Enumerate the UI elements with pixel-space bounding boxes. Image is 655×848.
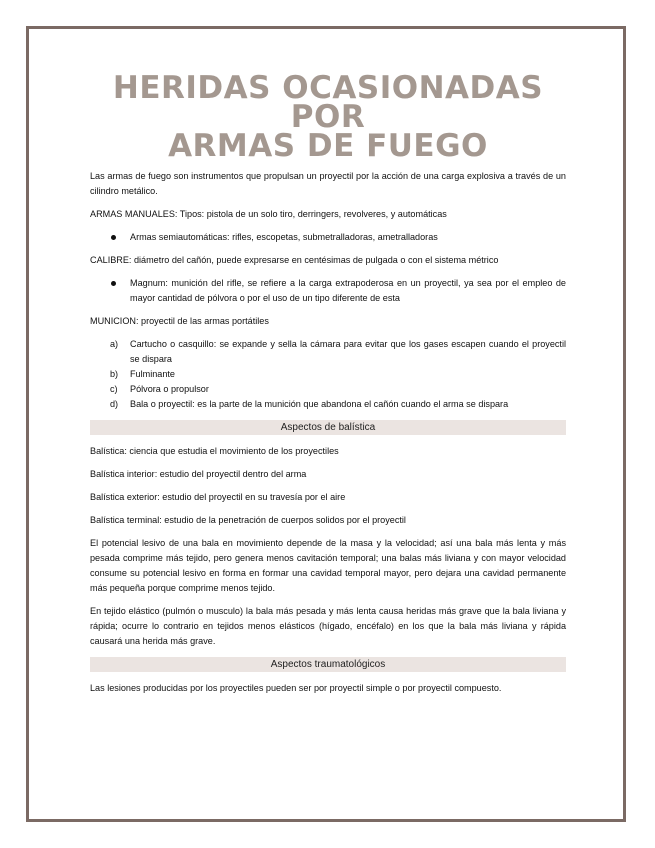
list-item-text: Pólvora o propulsor xyxy=(130,384,209,394)
list-item-text: Cartucho o casquillo: se expande y sella la cámara para evitar que los gases escapen cuando el proyectil se dispara xyxy=(130,339,566,364)
list-marker: b) xyxy=(110,369,119,379)
balistica-exterior-paragraph: Balística exterior: estudio del proyectil en su travesía por el aire xyxy=(90,492,346,502)
list-marker: a) xyxy=(110,339,119,349)
section-header-balistica: Aspectos de balística xyxy=(90,420,566,435)
bullet-icon xyxy=(111,281,116,286)
list-item-text: Fulminante xyxy=(130,369,175,379)
lesiones-paragraph: Las lesiones producidas por los proyectiles pueden ser por proyectil simple o por proyectil compuesto. xyxy=(90,683,502,693)
balistica-paragraph: Balística: ciencia que estudia el movimiento de los proyectiles xyxy=(90,446,339,456)
list-item xyxy=(90,397,566,412)
list-item xyxy=(90,230,566,245)
bullet-text: Magnum: munición del rifle, se refiere a la carga extrapoderosa en un proyectil, ya sea por el empleo de mayor cantidad de pólvora o por el uso de un tipo diferente de esta xyxy=(130,278,566,303)
list-item xyxy=(90,367,566,382)
list-item xyxy=(90,382,566,397)
municion-list xyxy=(90,337,566,412)
bullet-text: Armas semiautomáticas: rifles, escopetas, submetralladoras, ametralladoras xyxy=(130,232,438,242)
calibre-paragraph: CALIBRE: diámetro del cañón, puede expresarse en centésimas de pulgada o con el sistema métrico xyxy=(90,255,499,265)
municion-paragraph: MUNICION: proyectil de las armas portátiles xyxy=(90,316,269,326)
armas-bullet-list xyxy=(90,230,566,245)
bullet-icon xyxy=(111,235,116,240)
list-marker: d) xyxy=(110,399,119,409)
section-header-traumatologicos: Aspectos traumatológicos xyxy=(90,657,566,672)
list-item xyxy=(90,337,566,367)
list-marker: c) xyxy=(110,384,118,394)
title-line-1: HERIDAS OCASIONADAS POR xyxy=(112,70,544,135)
armas-manuales-paragraph: ARMAS MANUALES: Tipos: pistola de un solo tiro, derringers, revolveres, y automáticas xyxy=(90,209,447,219)
intro-paragraph: Las armas de fuego son instrumentos que propulsan un proyectil por la acción de una carga explosiva a través de un cilindro metálico. xyxy=(90,171,566,196)
list-item-text: Bala o proyectil: es la parte de la munición que abandona el cañón cuando el arma se dispara xyxy=(130,399,509,409)
balistica-terminal-paragraph: Balística terminal: estudio de la penetración de cuerpos solidos por el proyectil xyxy=(90,515,406,525)
title-line-2: ARMAS DE FUEGO xyxy=(168,128,488,164)
tejido-paragraph: En tejido elástico (pulmón o musculo) la bala más pesada y más lenta causa heridas más grave que la bala liviana y rápida; ocurre lo contrario en tejidos menos elásticos (hígado, encéfalo) en los que la bala más liviana y rápida causará una herida más grave. xyxy=(90,606,566,646)
document-title xyxy=(90,70,566,164)
potencial-paragraph: El potencial lesivo de una bala en movimiento depende de la masa y la velocidad; así una bala más lenta y más pesada comprime más tejido, pero genera menos cavitación temporal; una balas más liviana y con mayor velocidad consume su potencial lesivo en forma en formar una cavidad temporal mayor, pero dejara una cavidad permanente más pequeña porque comprime menos tejido. xyxy=(90,538,566,593)
calibre-bullet-list xyxy=(90,276,566,306)
list-item xyxy=(90,276,566,306)
document-body xyxy=(90,70,566,704)
balistica-interior-paragraph: Balística interior: estudio del proyectil dentro del arma xyxy=(90,469,307,479)
